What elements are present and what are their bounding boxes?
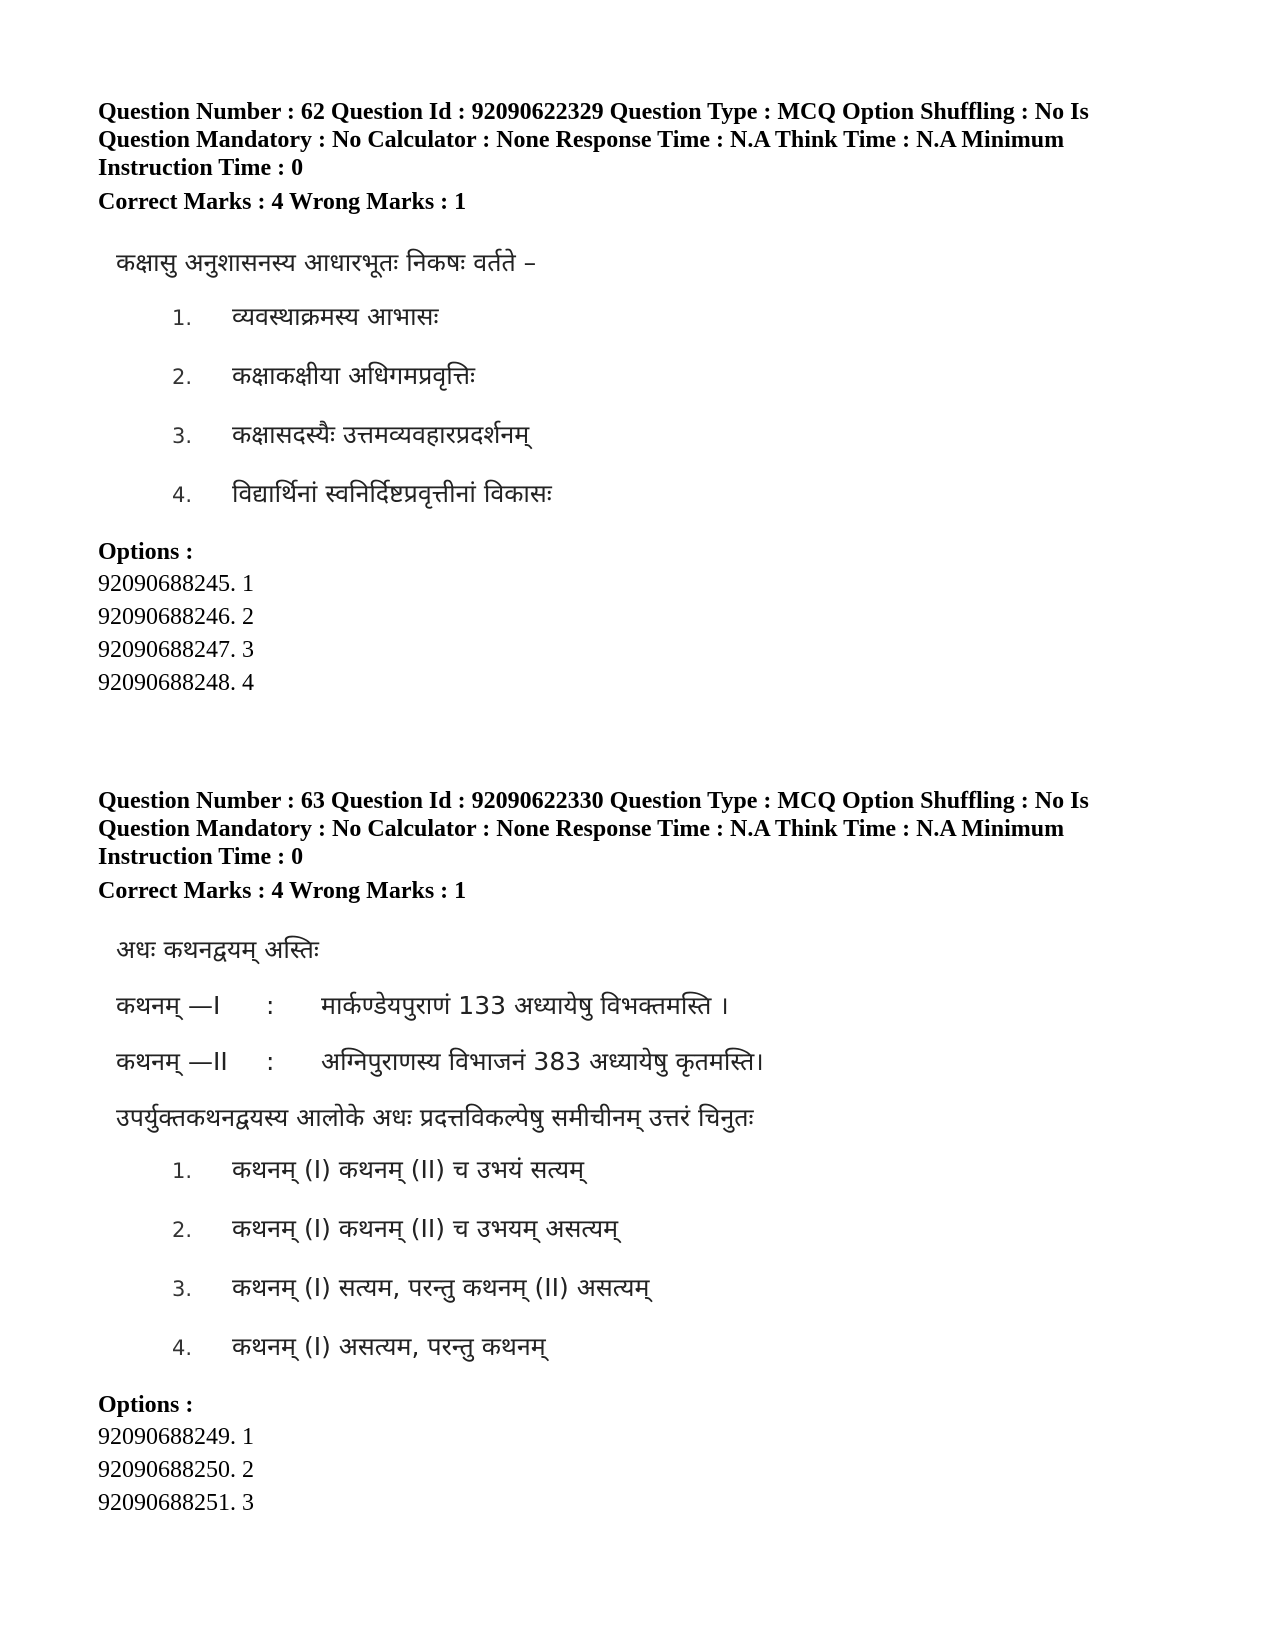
choice-text: कथनम् (I) असत्यम, परन्तु कथनम्	[232, 1332, 546, 1361]
choice-text: कथनम् (I) कथनम् (II) च उभयं सत्यम्	[232, 1155, 585, 1184]
choice-number: 2.	[172, 365, 193, 389]
statement-text: मार्कण्डेयपुराणं 133 अध्यायेषु विभक्तमस्ति ।	[321, 991, 729, 1020]
question-meta: Question Number : 62 Question Id : 92090622329 Question Type : MCQ Option Shuffling : No Is Question Mandatory : No Calculator : None Response Time : N.A Think Time : N.A Minimum Instruction Time : 0	[98, 99, 1089, 181]
choice-number: 4.	[172, 483, 193, 507]
choice-number: 3.	[172, 424, 193, 448]
choice-item	[116, 300, 1198, 335]
choice-item	[116, 1212, 1198, 1247]
statement-label: कथनम् —I	[116, 991, 221, 1020]
choice-number: 4.	[172, 1336, 193, 1360]
choice-text: कथनम् (I) सत्यम, परन्तु कथनम् (II) असत्यम्	[232, 1273, 650, 1302]
choice-item	[116, 1271, 1198, 1306]
statement-2	[116, 1045, 1198, 1079]
question-instruction: उपर्युक्तकथनद्वयस्य आलोके अधः प्रदत्तविकल्पेषु समीचीनम् उत्तरं चिनुतः	[116, 1103, 754, 1132]
options-title: Options :	[98, 539, 194, 565]
question-stem: अधः कथनद्वयम् अस्तिः	[116, 935, 319, 964]
choice-number: 2.	[172, 1218, 193, 1242]
option-item: 92090688246. 2	[98, 604, 254, 630]
choice-number: 1.	[172, 306, 193, 330]
choice-item	[116, 359, 1198, 394]
choice-number: 1.	[172, 1159, 193, 1183]
statement-label: कथनम् —II	[116, 1047, 228, 1076]
option-item: 92090688247. 3	[98, 637, 254, 663]
choice-item	[116, 1330, 1198, 1365]
choice-text: कक्षासदस्यैः उत्तमव्यवहारप्रदर्शनम्	[232, 420, 530, 449]
choice-text: कथनम् (I) कथनम् (II) च उभयम् असत्यम्	[232, 1214, 619, 1243]
choice-item	[116, 418, 1198, 453]
question-stem: कक्षासु अनुशासनस्य आधारभूतः निकषः वर्तते –	[116, 248, 537, 277]
option-item: 92090688248. 4	[98, 670, 254, 696]
option-item: 92090688245. 1	[98, 571, 254, 597]
question-marks: Correct Marks : 4 Wrong Marks : 1	[98, 189, 467, 215]
choice-text: कक्षाकक्षीया अधिगमप्रवृत्तिः	[232, 361, 476, 390]
choice-number: 3.	[172, 1277, 193, 1301]
statement-colon: :	[266, 1047, 275, 1076]
options-title: Options :	[98, 1392, 194, 1418]
option-item: 92090688251. 3	[98, 1490, 254, 1516]
statement-colon: :	[266, 991, 275, 1020]
question-content	[116, 933, 1198, 1365]
question-block-62	[98, 98, 1198, 700]
question-content	[116, 246, 1198, 512]
statement-text: अग्निपुराणस्य विभाजनं 383 अध्यायेषु कृतमस्ति।	[321, 1047, 764, 1076]
choice-item	[116, 1153, 1198, 1188]
question-meta: Question Number : 63 Question Id : 92090622330 Question Type : MCQ Option Shuffling : No Is Question Mandatory : No Calculator : None Response Time : N.A Think Time : N.A Minimum Instruction Time : 0	[98, 788, 1089, 870]
question-marks: Correct Marks : 4 Wrong Marks : 1	[98, 878, 467, 904]
question-block-63	[98, 787, 1198, 1520]
option-item: 92090688250. 2	[98, 1457, 254, 1483]
choice-text: विद्यार्थिनां स्वनिर्दिष्टप्रवृत्तीनां विकासः	[232, 479, 552, 508]
choice-list	[116, 300, 1198, 512]
options-list	[98, 536, 1198, 700]
options-list	[98, 1389, 1198, 1520]
choice-list	[116, 1153, 1198, 1365]
option-item: 92090688249. 1	[98, 1424, 254, 1450]
choice-item	[116, 477, 1198, 512]
choice-text: व्यवस्थाक्रमस्य आभासः	[232, 302, 439, 331]
statement-1	[116, 989, 1198, 1023]
